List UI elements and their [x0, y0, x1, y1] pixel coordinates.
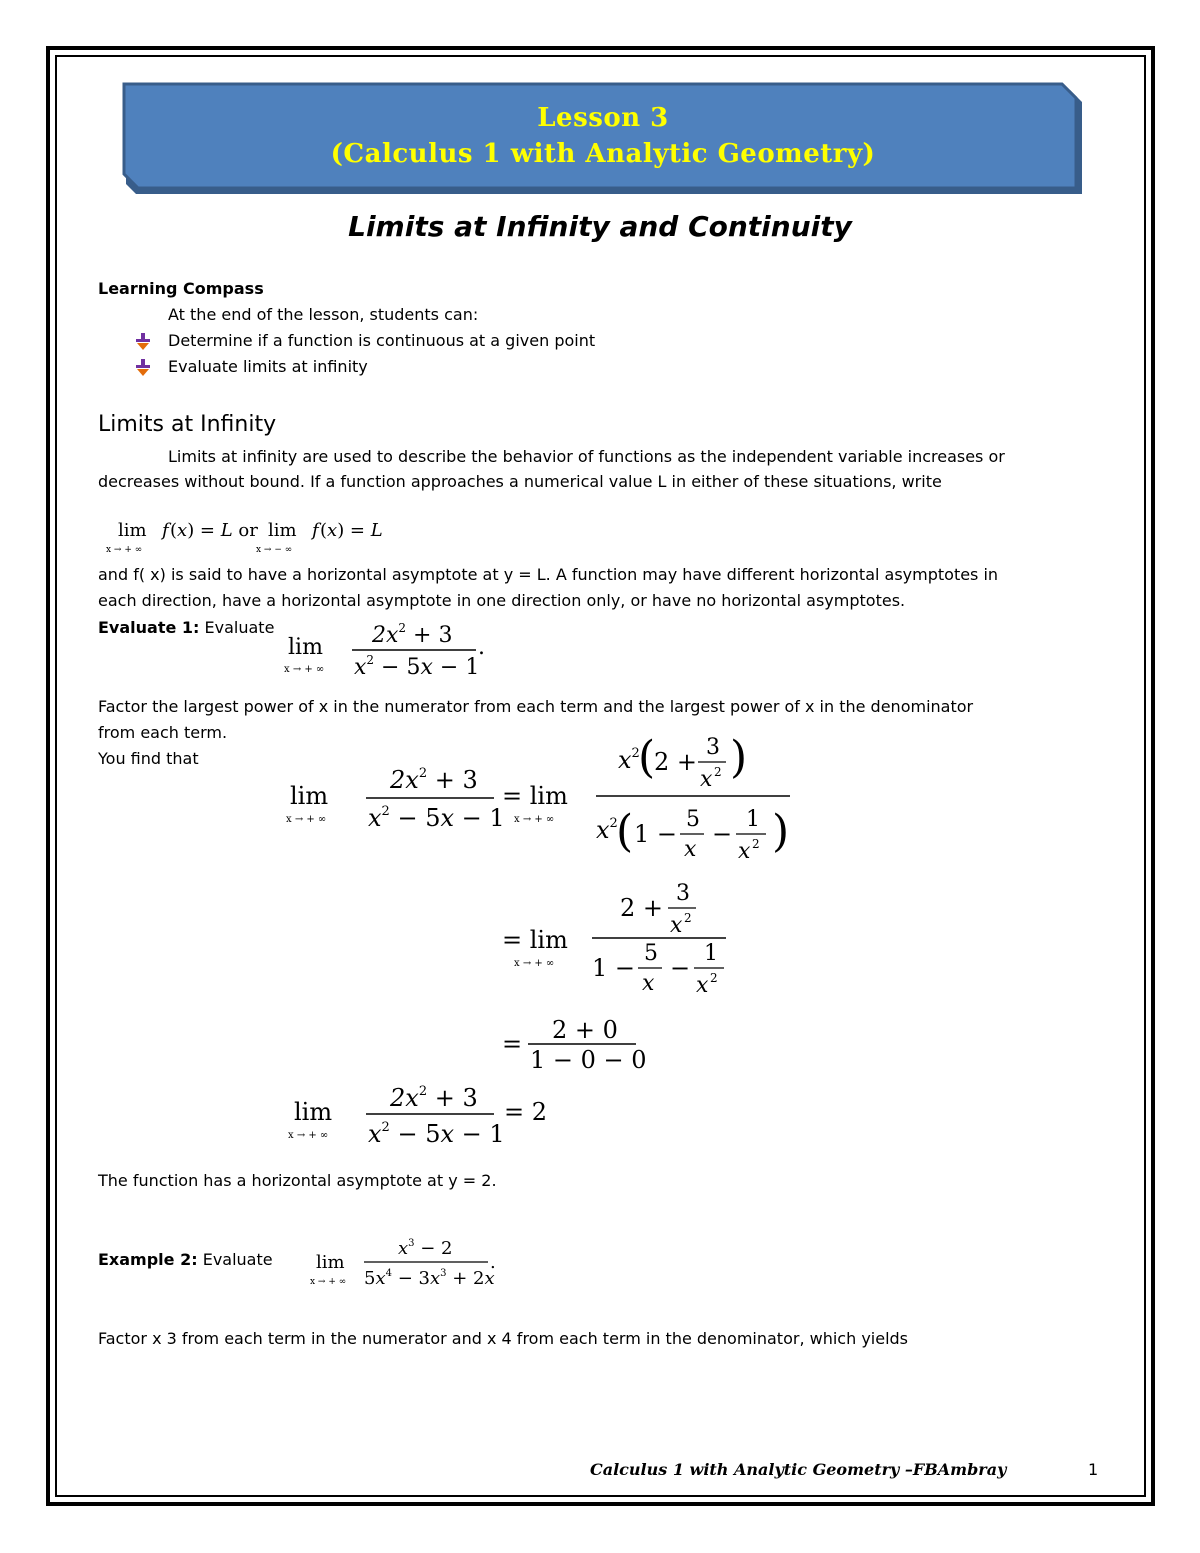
svg-text:x2 − 5x − 1: $x^2 - 5x - 1$ [368, 1120, 505, 1148]
example2-factor-text: Factor x 3 from each term in the numerator and x 4 from each term in the denominator, which yields [98, 1329, 909, 1348]
svg-text:x: x [700, 767, 713, 792]
svg-text:lim: lim [268, 520, 297, 541]
svg-text:lim: lim [290, 782, 329, 810]
svg-text:−: − [712, 820, 733, 848]
svg-text:5x4 − 3x3 + 2x: $5x^4 - 3x^3 + 2x$ [364, 1268, 495, 1289]
svg-text:=: = [502, 1030, 523, 1058]
svg-text:x: x [696, 973, 709, 998]
svg-text:f: f [312, 520, 319, 541]
svg-text:x → + ∞: x → + ∞ [310, 1277, 347, 1287]
svg-text:2x2 + 3: $2x^2 + 3$ [390, 1084, 478, 1112]
svg-text:x → + ∞: x → + ∞ [284, 664, 325, 675]
svg-text:f: f [162, 520, 169, 541]
example2-expression [306, 1232, 506, 1296]
para1-line1: Limits at infinity are used to describe the behavior of functions as the independent variable increases or [168, 447, 1005, 466]
svg-text:1 − 0 − 0: 1 − 0 − 0 [530, 1046, 647, 1074]
example1-factor-line1: Factor the largest power of x in the numerator from each term and the largest power of x in the denominator [98, 697, 974, 716]
svg-text:2x2 + 3: $2x^2 + 3$ [390, 766, 478, 794]
svg-text:lim: lim [118, 520, 147, 541]
arrow-bullet-icon [136, 333, 150, 351]
svg-text:x2: $x^2$ [618, 746, 640, 774]
svg-text:x: x [684, 837, 697, 862]
para2-line2: each direction, have a horizontal asymptote in one direction only, or have no horizontal asymptotes. [98, 591, 906, 610]
svg-text:.: . [478, 635, 485, 660]
example1-derivation [280, 720, 820, 1150]
page-title: Limits at Infinity and Continuity [348, 210, 852, 243]
svg-text:1 −: 1 − [592, 954, 636, 982]
svg-text:2: 2 [684, 911, 692, 925]
section-heading: Limits at Infinity [98, 412, 277, 437]
svg-text:(x) = L or: (x) = L or [170, 520, 258, 541]
svg-text:x → + ∞: x → + ∞ [286, 814, 327, 825]
svg-text:2: 2 [752, 837, 760, 851]
para1-line2: decreases without bound. If a function approaches a numerical value L in either of these situations, write [98, 472, 942, 491]
svg-text:2 + 0: 2 + 0 [552, 1016, 618, 1044]
svg-text:x: x [642, 971, 655, 996]
svg-text:lim: lim [288, 635, 323, 660]
svg-text:3: 3 [676, 881, 690, 906]
svg-text:−: − [670, 954, 691, 982]
svg-text:lim: lim [316, 1252, 345, 1273]
svg-text:lim: lim [294, 1098, 333, 1126]
svg-text:= 2: = 2 [504, 1098, 548, 1126]
learning-compass-intro: At the end of the lesson, students can: [168, 305, 479, 324]
example1-conclusion: The function has a horizontal asymptote at y = 2. [98, 1171, 497, 1190]
limit-definition-formula [100, 514, 390, 558]
svg-text:x → + ∞: x → + ∞ [106, 545, 143, 555]
svg-text:x: x [670, 913, 683, 938]
svg-text:5: 5 [686, 807, 700, 832]
svg-text:2 +: 2 + [620, 894, 664, 922]
svg-text:1: 1 [704, 941, 718, 966]
svg-text:x2: $x^2$ [596, 816, 618, 844]
svg-text:x → + ∞: x → + ∞ [514, 814, 555, 825]
svg-text:x2 − 5x − 1: $x^2 - 5x - 1$ [368, 804, 505, 832]
example2-label: Example 2: Evaluate [98, 1250, 273, 1269]
svg-text:(: ( [616, 806, 634, 857]
learning-compass-heading: Learning Compass [98, 279, 264, 298]
svg-text:(: ( [638, 732, 656, 783]
svg-text:2 +: 2 + [654, 748, 698, 776]
svg-text:x: x [738, 839, 751, 864]
svg-text:x → + ∞: x → + ∞ [514, 958, 555, 969]
arrow-bullet-icon [136, 359, 150, 377]
svg-text:2: 2 [714, 765, 722, 779]
svg-text:= lim: = lim [502, 926, 568, 954]
svg-text:2: 2 [710, 971, 718, 985]
svg-text:5: 5 [644, 941, 658, 966]
svg-text:): ) [730, 732, 748, 783]
course-label: (Calculus 1 with Analytic Geometry) [330, 139, 876, 169]
objective-1: Determine if a function is continuous at a given point [168, 331, 596, 350]
example1-factor-line2: from each term. [98, 723, 228, 742]
banner-text [122, 100, 1084, 172]
page-number: 1 [1088, 1460, 1099, 1479]
svg-text:3: 3 [706, 735, 720, 760]
example1-expression [280, 614, 490, 684]
svg-text:x → − ∞: x → − ∞ [256, 545, 293, 555]
para2-line1: and f( x) is said to have a horizontal asymptote at y = L. A function may have different horizontal asymptotes in [98, 565, 999, 584]
example1-label: Evaluate 1: Evaluate [98, 618, 275, 637]
lesson-label: Lesson 3 [537, 103, 669, 133]
svg-text:x2 − 5x − 1: $x^2 - 5x - 1$ [354, 653, 480, 680]
svg-text:.: . [490, 1252, 496, 1273]
svg-text:1 −: 1 − [634, 820, 678, 848]
footer-text: Calculus 1 with Analytic Geometry –FBAmbray [590, 1460, 1007, 1479]
example1-you-find: You find that [98, 749, 199, 768]
svg-text:x3 − 2: $x^3 - 2$ [398, 1238, 453, 1259]
svg-text:= lim: = lim [502, 782, 568, 810]
svg-text:2x2 + 3: $2x^2 + 3$ [372, 621, 453, 648]
svg-text:): ) [772, 806, 790, 857]
svg-text:1: 1 [746, 807, 760, 832]
objective-2: Evaluate limits at infinity [168, 357, 368, 376]
svg-text:x → + ∞: x → + ∞ [288, 1130, 329, 1141]
svg-text:(x) = L: (x) = L [320, 520, 383, 541]
